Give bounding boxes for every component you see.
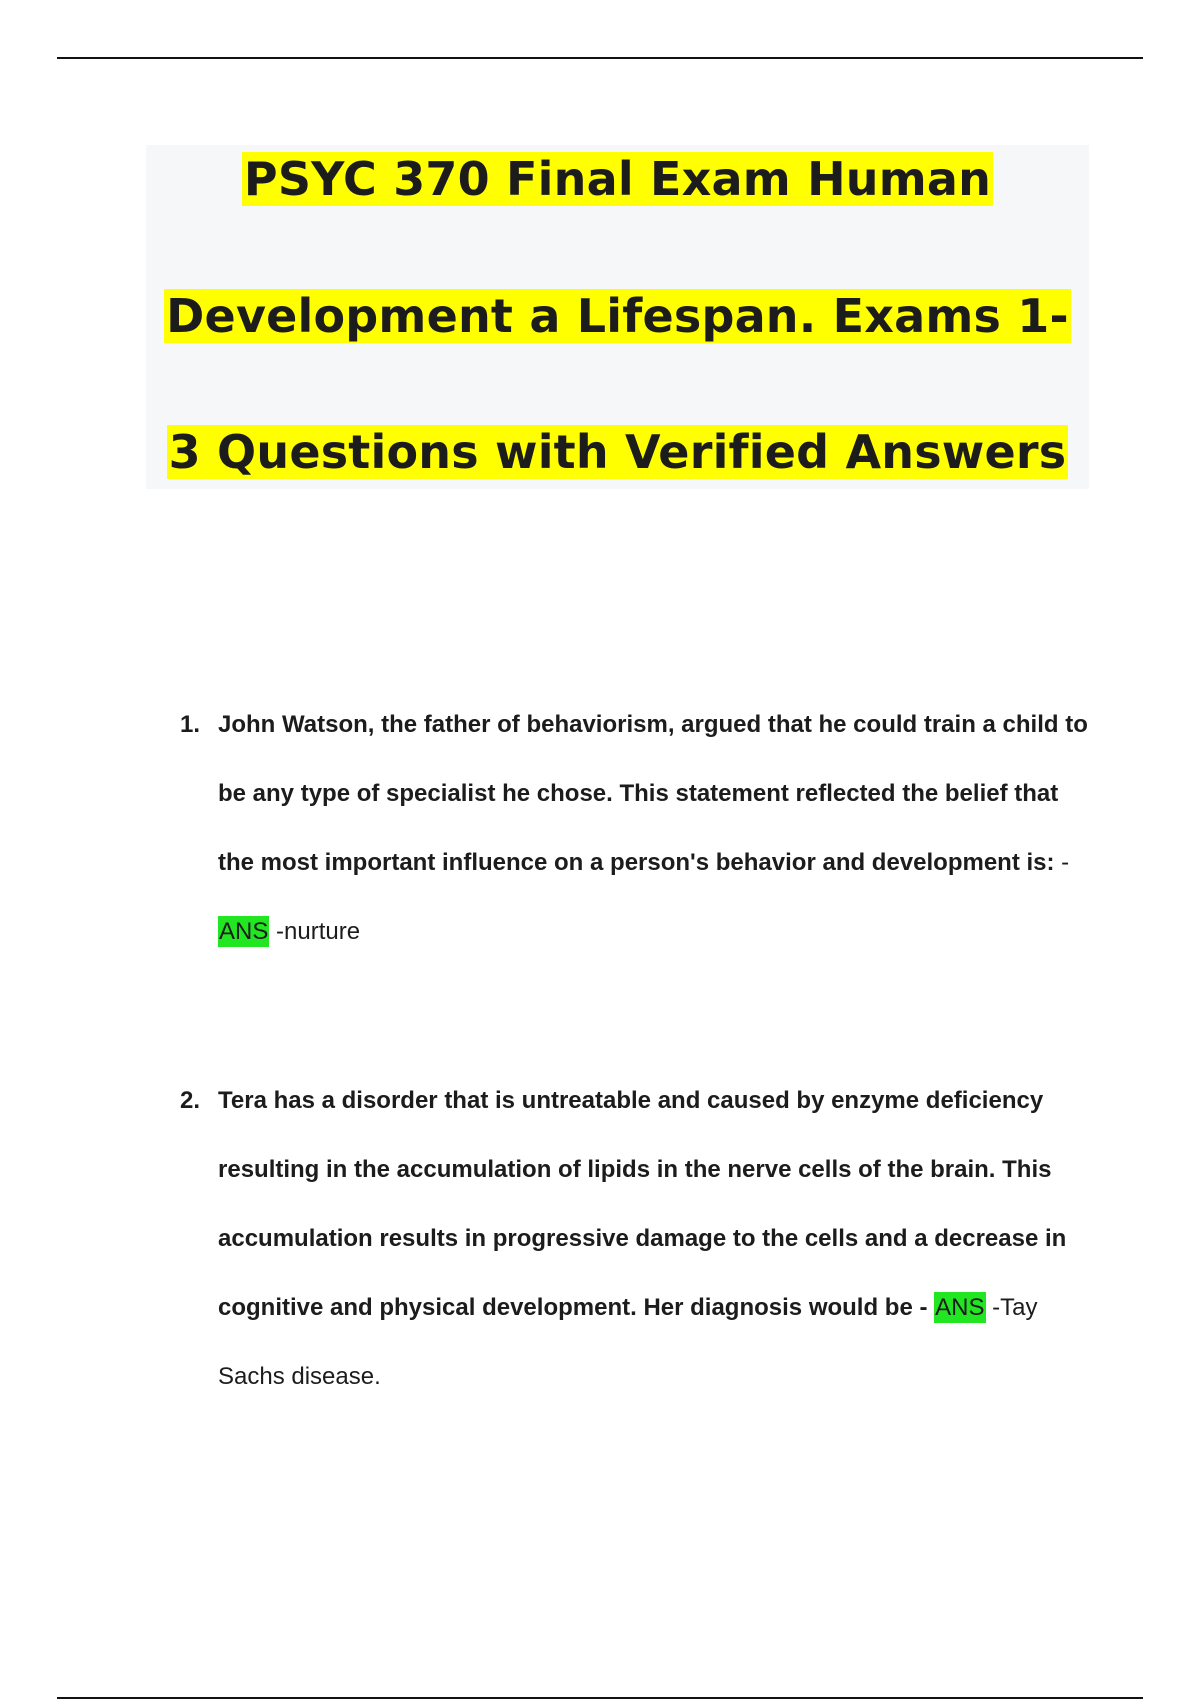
title-line-2-text: Development a Lifespan. Exams 1- (166, 289, 1069, 343)
footer-rule (57, 1697, 1143, 1699)
title-line-2 (146, 282, 1089, 350)
question-item (176, 1066, 1096, 1411)
answer-separator: - (912, 1294, 935, 1321)
document-title-block (146, 145, 1089, 489)
header-rule (57, 57, 1143, 59)
question-text: John Watson, the father of behaviorism, argued that he could train a child to be any type of specialist he chose. This statement reflected the belief that the most important influence on a person's behavior and development is: (218, 711, 1088, 876)
question-item (176, 690, 1096, 966)
question-text: Tera has a disorder that is untreatable and caused by enzyme deficiency resulting in the accumulation of lipids in the nerve cells of the brain. This accumulation results in progressive damage to the cells and a decrease in cognitive and physical development. Her diagnosis would be (218, 1087, 1067, 1321)
title-line-1-text: PSYC 370 Final Exam Human (243, 152, 992, 206)
answer-label: ANS (935, 1294, 985, 1321)
title-line-1 (146, 145, 1089, 213)
answer-label: ANS (219, 918, 269, 945)
question-number: 2. (180, 1087, 201, 1114)
title-line-3-text: 3 Questions with Verified Answers (168, 425, 1067, 479)
question-list (176, 690, 1096, 1411)
answer-text: -Tay Sachs disease. (218, 1294, 1038, 1390)
question-number: 1. (180, 711, 201, 738)
answer-text: -nurture (269, 918, 361, 945)
title-line-3 (146, 418, 1089, 486)
answer-separator: - (1054, 849, 1070, 876)
